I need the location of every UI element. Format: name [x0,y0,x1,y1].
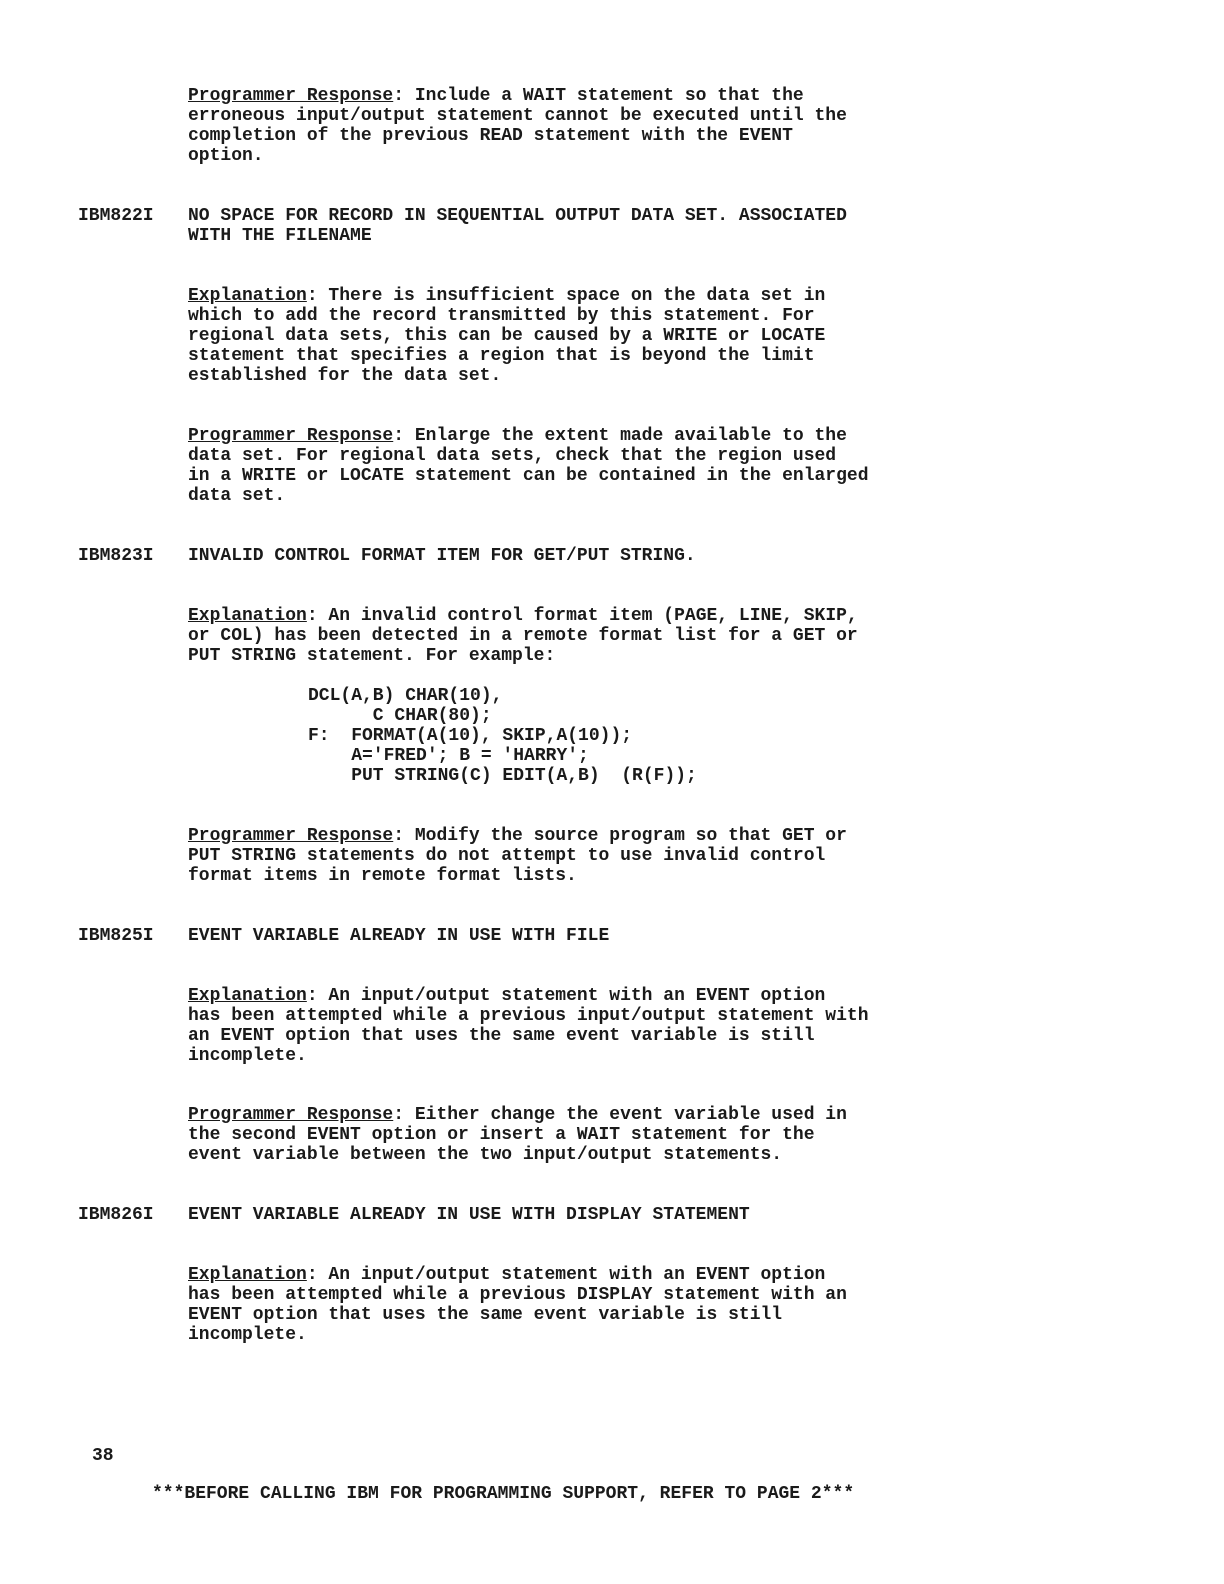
explanation [188,606,988,666]
response-text: : Either change the event variable used in the second EVENT option or insert a WAIT statement for the event variable between the two input/output statements. [188,1105,847,1165]
explanation-label: Explanation [188,1265,307,1285]
message-id: IBM823I [78,546,154,566]
explanation [188,286,988,386]
code-example: DCL(A,B) CHAR(10), C CHAR(80); F: FORMAT(A(10), SKIP,A(10)); A='FRED'; B = 'HARRY'; PUT STRING(C) EDIT(A,B) (R(F)); [308,686,697,786]
page-number: 38 [92,1446,114,1466]
message-id: IBM822I [78,206,154,226]
programmer-response [188,1105,988,1165]
programmer-response [188,826,988,886]
message-id: IBM825I [78,926,154,946]
explanation [188,1265,988,1345]
programmer-response [188,426,988,506]
explanation-text: : An input/output statement with an EVENT option has been attempted while a previous DISPLAY statement with an EVENT option that uses the same event variable is still incomplete. [188,1265,847,1345]
message-title: EVENT VARIABLE ALREADY IN USE WITH DISPLAY STATEMENT [188,1205,750,1225]
page-footer: ***BEFORE CALLING IBM FOR PROGRAMMING SUPPORT, REFER TO PAGE 2*** [152,1484,855,1504]
explanation-label: Explanation [188,286,307,306]
response-label: Programmer Response [188,826,394,846]
explanation-text: : An input/output statement with an EVENT option has been attempted while a previous input/output statement with an EVENT option that uses the same event variable is still incomplete. [188,986,869,1066]
explanation-text: : An invalid control format item (PAGE, LINE, SKIP, or COL) has been detected in a remote format list for a GET or PUT STRING statement. For example: [188,606,858,666]
response-label: Programmer Response [188,86,394,106]
response-text: : Enlarge the extent made available to the data set. For regional data sets, check that the region used in a WRITE or LOCATE statement can be contained in the enlarged data set. [188,426,869,506]
message-title: NO SPACE FOR RECORD IN SEQUENTIAL OUTPUT DATA SET. ASSOCIATED WITH THE FILENAME [188,206,847,246]
explanation-label: Explanation [188,606,307,626]
top-programmer-response [188,86,988,166]
response-label: Programmer Response [188,1105,394,1125]
explanation-label: Explanation [188,986,307,1006]
explanation [188,986,988,1066]
explanation-text: : There is insufficient space on the data set in which to add the record transmitted by this statement. For regional data sets, this can be caused by a WRITE or LOCATE statement that specifies a region that is beyond the limit established for the data set. [188,286,826,386]
response-label: Programmer Response [188,426,394,446]
message-title: INVALID CONTROL FORMAT ITEM FOR GET/PUT STRING. [188,546,696,566]
message-title: EVENT VARIABLE ALREADY IN USE WITH FILE [188,926,610,946]
response-text: : Modify the source program so that GET or PUT STRING statements do not attempt to use invalid control format items in remote format lists. [188,826,847,886]
response-text: : Include a WAIT statement so that the erroneous input/output statement cannot be executed until the completion of the previous READ statement with the EVENT option. [188,86,847,166]
message-id: IBM826I [78,1205,154,1225]
